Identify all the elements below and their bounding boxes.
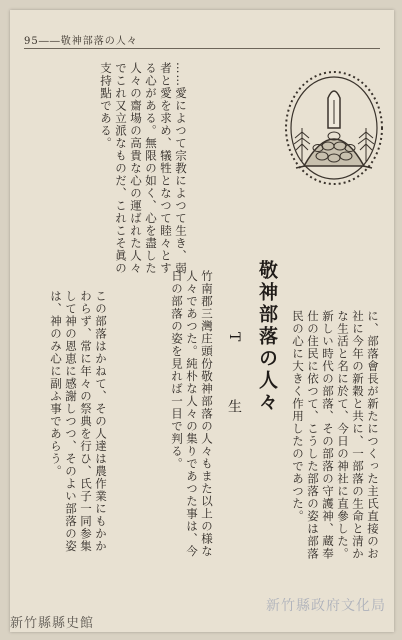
header-rule <box>24 48 380 49</box>
shrine-emblem-illustration <box>282 58 386 188</box>
body-column-middle: 竹南郡三灣庄頭份敬神部落の人々もまた以上の様な人々であつた。純朴な人々の集りであつた事は、今日の部落の姿を見れば一目で判る。 <box>170 270 214 558</box>
document-page <box>10 10 394 632</box>
running-head: 95――敬神部落の人々 <box>24 36 138 47</box>
archive-stamp: 新竹縣縣史館 <box>10 616 95 631</box>
body-column-left-bottom: この部落はかねて、その人達は農作業にもかかわらず、常に年々の祭典を行ひ、氏子一同参集して神の恩恵に感謝しつつ、そのよい部落の姿は、神のみ心に副ふ事であらう。 <box>49 290 108 553</box>
body-column-right: に、部落會長が新たにつくった主氏直接のお社に今年の新穀と共に、一部落の生命と清かな生活と名に於て、今日の神社に直參した。新しい時代の部落、その部落の守護神、蔵奉仕の住民に依つて、こうした部落の姿は部落民の心に大きく作用したのであつた。 <box>291 310 380 560</box>
article-title: 敬神部落の人々 <box>256 260 278 414</box>
body-column-left-top: ……愛によつて宗教によつて生き、弱者と愛を求め、犠牲となつて睦々とする心がある。無限の如く、心を盡した人々の齋場の高貴な心の運ばれた人々でこれ又立派なものだ、これこそ眞の支持點である。 <box>99 62 188 275</box>
article-author: T 生 <box>226 332 242 436</box>
watermark: 新竹縣政府文化局 <box>266 598 386 614</box>
